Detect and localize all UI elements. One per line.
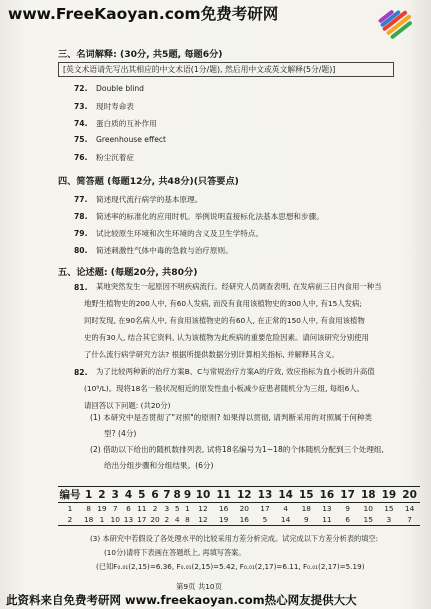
table-cell: 13 (123, 515, 134, 524)
table-header-cell: 20 (399, 487, 420, 503)
table-header-cell: 19 (379, 487, 400, 503)
table-cell: 20 (239, 504, 250, 513)
table-cell: 3 (164, 504, 170, 513)
section-3-title: 三、名词解释: (30分, 共5题, 每题6分) (58, 49, 223, 60)
question-item (74, 194, 202, 205)
table-header-cell: 11 (213, 487, 234, 503)
table-cell: 10 (363, 504, 373, 513)
table-cell: 1 (185, 504, 190, 513)
question-number: 82. (74, 368, 88, 377)
table-cell: 14 (404, 504, 415, 513)
item-text: 简述刺激性气体中毒的急救与治疗原则。 (96, 246, 233, 255)
table-cell: 2 (152, 504, 158, 513)
table-cell: 2 (164, 515, 170, 524)
question-item (74, 228, 263, 239)
table-cell: 11 (137, 504, 147, 513)
table-cell: 3 (386, 515, 392, 524)
table-header-cell: 7 (163, 488, 171, 501)
table-cell: 17 (260, 504, 270, 513)
item-number: 79. (74, 229, 88, 238)
table-header-cell: 8 (173, 488, 181, 501)
table-header-row (58, 487, 420, 503)
table-header-cell: 15 (296, 487, 317, 503)
table-header-label: 编号 (58, 487, 82, 503)
table-header-cell: 10 (193, 487, 214, 503)
table-cell: 12 (198, 504, 208, 513)
item-number: 75. (74, 135, 88, 144)
question-number: 81. (74, 283, 88, 292)
text-line: (2) 借助以下给出的随机数排列表, 试将18名编号为1~18的个体随机分配到三个处理组, (90, 445, 384, 454)
item-text: 现时寿命表 (96, 102, 134, 111)
text-line: 地野生植物史的200人中, 有60人发病, 而没有食用该植物史的300人中, 有15人发病; (84, 299, 362, 308)
question-82-sub3 (90, 532, 378, 574)
table-header-cell: 1 (82, 487, 95, 503)
table-cell: 18 (83, 515, 94, 524)
table-row (58, 503, 420, 515)
table-cell: 13 (322, 504, 332, 513)
table-cell: 5 (262, 515, 268, 524)
item-text: 试比较原生环境和次生环境的含义及卫生学特点。 (96, 229, 264, 238)
table-cell: 10 (110, 515, 120, 524)
table-header-cell: 2 (95, 487, 108, 503)
random-number-table (58, 486, 420, 526)
footer-banner: 此资料来自免费考研网 www.freekaoyan.com热心网友提供大大 (6, 593, 357, 607)
item-number: 78. (74, 212, 88, 221)
term-item (74, 84, 144, 93)
item-number: 73. (74, 102, 88, 111)
item-number: 72. (74, 84, 88, 93)
table-cell: 8 (86, 504, 91, 513)
table-header-cell: 17 (337, 487, 358, 503)
table-cell: 15 (384, 504, 394, 513)
site-url-header: www.FreeKaoyan.com免费考研网 (8, 5, 279, 23)
item-text: 蛋白质的互补作用 (96, 119, 157, 128)
site-logo-icon (383, 2, 423, 38)
item-text: Greenhouse effect (96, 135, 167, 144)
text-line: (已知F₀.₀₁(2,15)=6.36, F₀.₀₁(2,15)=5.42, F₀.₀₁(2,17)=6.11, F₀.₀₁(2,17)=5.19) (96, 562, 365, 571)
section-3-instruction: [英文术语请先写出其相应的中文术语(1分/题), 然后用中文或英文解释(5分/题)] (58, 62, 394, 77)
table-header-cell: 9 (183, 488, 192, 501)
row-label: 2 (67, 515, 73, 524)
term-item (74, 118, 157, 129)
question-82-text (84, 363, 375, 414)
table-cell: 16 (239, 515, 250, 524)
table-cell: 6 (345, 515, 350, 524)
question-item (74, 211, 324, 222)
row-label: 1 (67, 504, 73, 513)
text-line: (3) 本研究中若假设了各处理水平的比较采用方差分析完成。试完成以下方差分析表的填空: (90, 534, 379, 543)
table-cell: 4 (174, 515, 180, 524)
text-line: (10⁹/L)。现将18名一般状况相近的原发性血小板减少症患者随机分为三组, 每组6人。 (84, 384, 365, 393)
item-number: 77. (74, 195, 88, 204)
table-cell: 8 (185, 515, 190, 524)
item-text: Double blind (96, 84, 144, 93)
table-cell: 15 (363, 515, 373, 524)
term-item (74, 152, 134, 163)
table-cell: 19 (218, 515, 229, 524)
table-cell: 14 (280, 515, 291, 524)
question-81-text (84, 278, 382, 363)
table-cell: 16 (218, 504, 229, 513)
table-cell: 9 (303, 515, 309, 524)
text-line: 为了比较两种新的治疗方案B、C与常规治疗方案A的疗效, 效应指标为血小板的升高值 (96, 367, 375, 376)
item-text: 简述率的标准化的应用时机。举例说明直接标化法基本思想和步骤。 (96, 212, 324, 221)
term-item (74, 135, 166, 144)
text-line: (10分)请将下表画在答题纸上, 再填写答案。 (104, 548, 246, 557)
section-5-title: 五、论述题: (每题20分, 共80分) (58, 267, 198, 278)
text-line: 了什么流行病学研究方法? 根据所提供数据分别计算相关指标, 并解释其含义。 (84, 350, 339, 359)
table-cell: 7 (112, 504, 118, 513)
text-line: 型? (4分) (104, 429, 137, 438)
table-header-cell: 4 (122, 487, 135, 503)
table-header-cell: 12 (234, 487, 255, 503)
text-line: (1) 本研究中是否贯彻了"对照"的原则? 如果得以贯彻, 请判断采用的对照属于何种类 (90, 413, 373, 422)
question-82-sub1 (90, 410, 372, 442)
table-cell: 12 (198, 515, 208, 524)
table-cell: 20 (150, 515, 160, 524)
text-line: 某地突然发生一起原因不明疾病流行。经研究人员调查表明, 在发病前三日内食用一种当 (96, 282, 382, 291)
text-line: 给出分组步骤和分组结果。(6分) (104, 461, 214, 470)
text-line: 史的有30人, 结合其它资料, 认为该植物为此疾病的重要危险因素。请问该研究分别使用 (84, 333, 369, 342)
table-cell: 19 (97, 504, 107, 513)
table-cell: 1 (99, 515, 105, 524)
table-cell: 6 (126, 504, 131, 513)
table-cell: 9 (345, 504, 350, 513)
table-header-cell: 18 (358, 487, 379, 503)
question-82-sub2 (90, 442, 384, 474)
item-number: 74. (74, 119, 88, 128)
table-header-cell: 16 (317, 487, 338, 503)
text-line: 请回答以下问题: (共20分) (84, 401, 171, 410)
term-item (74, 101, 134, 112)
question-item (74, 245, 233, 256)
table-cell: 4 (283, 504, 288, 513)
table-cell: 17 (137, 515, 147, 524)
table-header-cell: 3 (109, 487, 122, 503)
item-text: 简述现代流行病学的基本原理。 (96, 195, 203, 204)
table-cell: 5 (174, 504, 180, 513)
text-line: 同时发现, 在90名病人中, 有食用该植物史的有60人, 在正常的150人中, 有食用该植物 (84, 316, 365, 325)
table-header-cell: 6 (148, 487, 161, 503)
table-row (58, 514, 420, 526)
table-cell: 11 (322, 515, 332, 524)
table-header-cell: 5 (135, 487, 148, 503)
item-number: 76. (74, 153, 88, 162)
item-number: 80. (74, 246, 88, 255)
table-cell: 18 (301, 504, 311, 513)
table-header-cell: 14 (275, 487, 296, 503)
section-4-title: 四、简答题 (每题12分, 共48分)(只答要点) (58, 176, 239, 187)
table-header-cell: 13 (255, 487, 276, 503)
table-cell: 7 (407, 515, 412, 524)
page-number: 第9页 共10页 (176, 582, 223, 591)
item-text: 粉尘沉着症 (96, 153, 134, 162)
